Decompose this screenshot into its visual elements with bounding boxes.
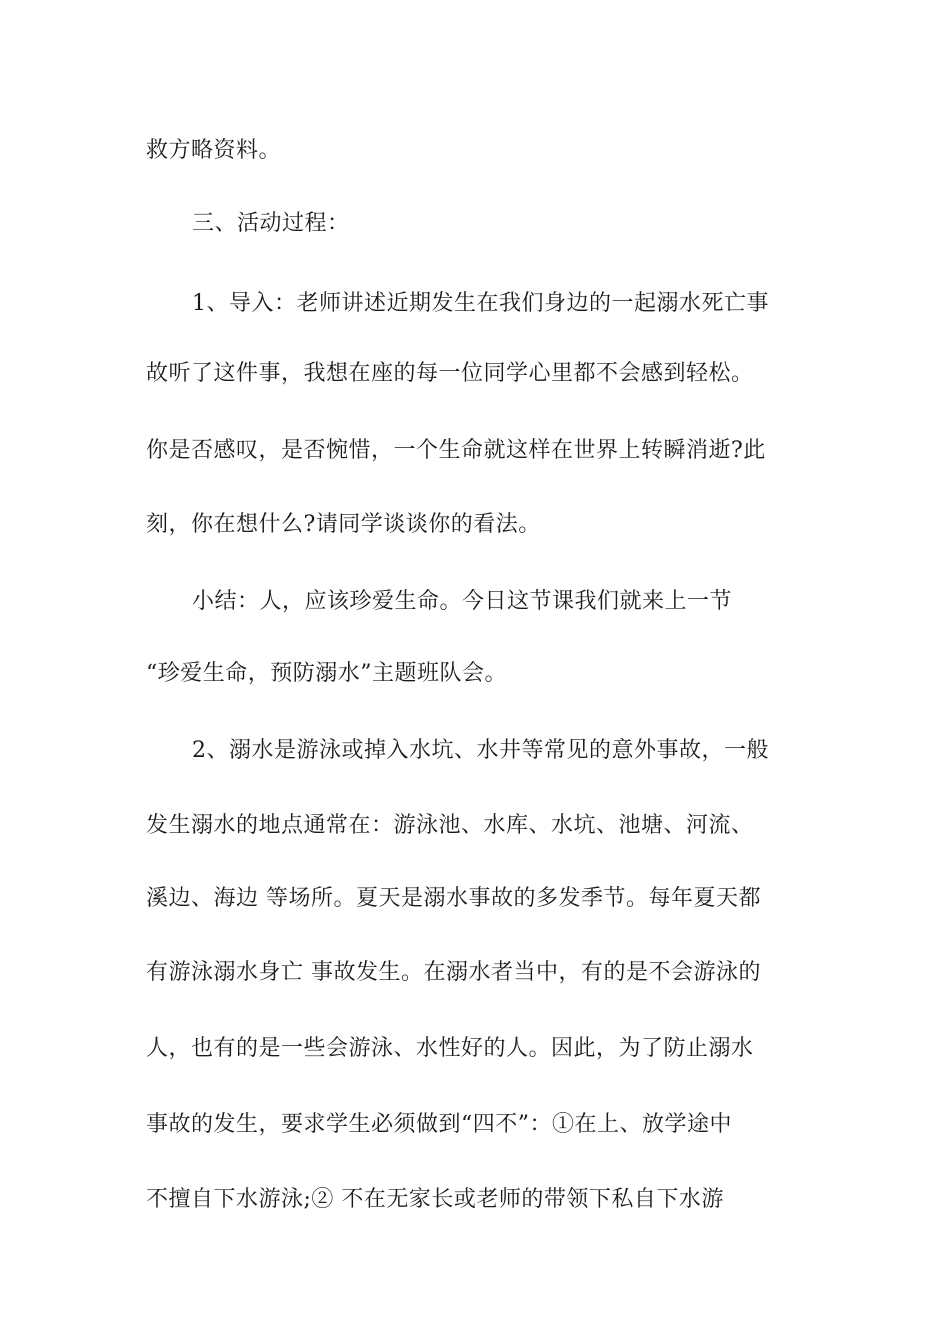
text-line: 有游泳溺水身亡 事故发生。在溺水者当中，有的是不会游泳的 — [146, 960, 761, 985]
section-heading: 三、活动过程： — [192, 211, 350, 236]
text-line: 2、溺水是游泳或掉入水坑、水井等常见的意外事故，一般 — [192, 738, 769, 763]
text-line: 你是否感叹，是否惋惜，一个生命就这样在世界上转瞬消逝?此 — [146, 438, 766, 463]
text-line: 不擅自下水游泳;② 不在无家长或老师的带领下私自下水游 — [146, 1187, 724, 1212]
text-line: 事故的发生，要求学生必须做到“四不”：①在上、放学途中 — [146, 1112, 732, 1137]
text-line: 刻，你在想什么?请同学谈谈你的看法。 — [146, 512, 541, 537]
text-line: 救方略资料。 — [146, 138, 282, 163]
text-line: 1、导入：老师讲述近期发生在我们身边的一起溺水死亡事 — [192, 291, 769, 316]
text-line: 溪边、海边 等场所。夏天是溺水事故的多发季节。每年夏天都 — [146, 886, 761, 911]
text-line: 发生溺水的地点通常在：游泳池、水库、水坑、池塘、河流、 — [146, 813, 754, 838]
text-line: 故听了这件事，我想在座的每一位同学心里都不会感到轻松。 — [146, 361, 754, 386]
text-line: 人，也有的是一些会游泳、水性好的人。因此，为了防止溺水 — [146, 1036, 754, 1061]
text-line: “珍爱生命，预防溺水”主题班队会。 — [146, 661, 507, 686]
summary-line: 小结：人，应该珍爱生命。今日这节课我们就来上一节 — [192, 589, 733, 614]
